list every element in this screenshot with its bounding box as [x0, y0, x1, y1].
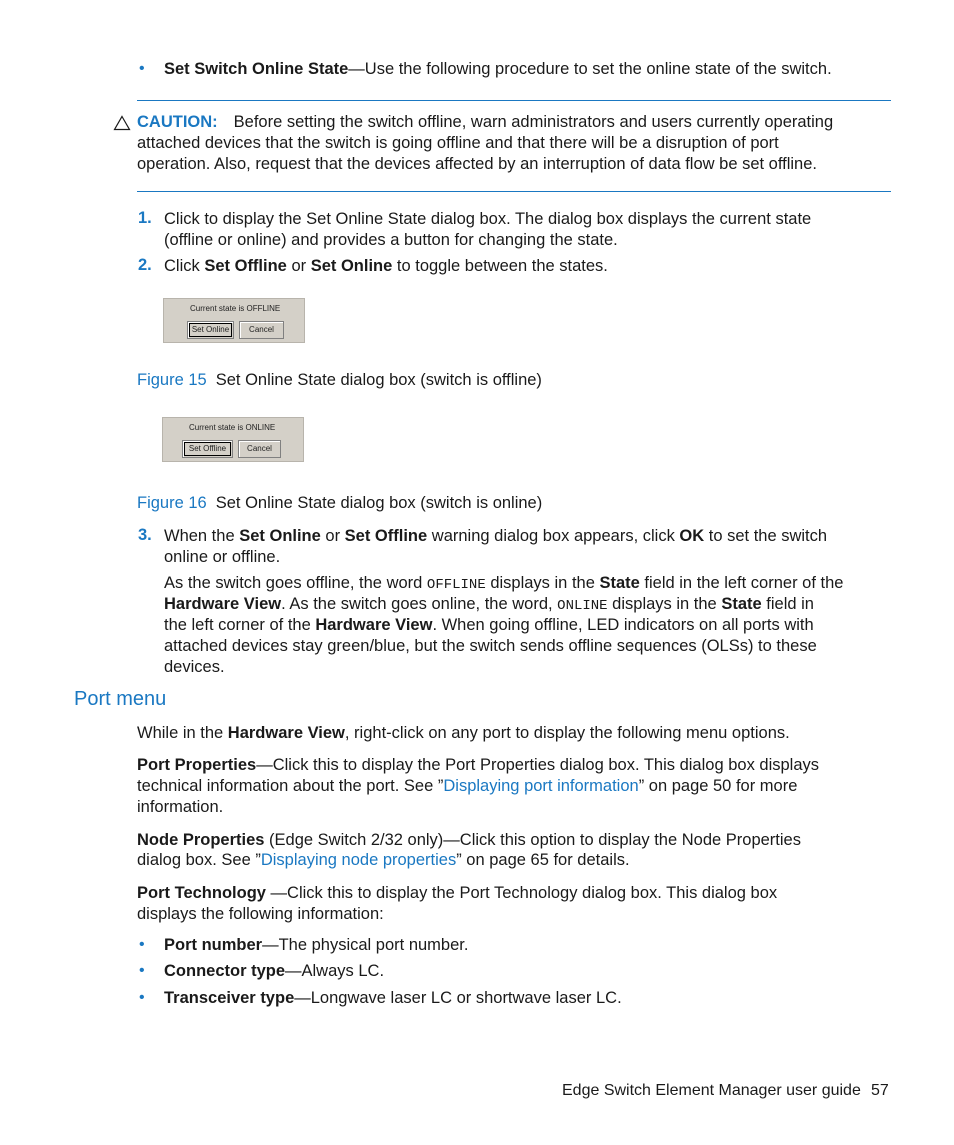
figure-16-text: Set Online State dialog box (switch is online): [215, 494, 543, 512]
node-properties-term: Node Properties: [137, 831, 265, 849]
step-1-number: 1.: [138, 209, 152, 227]
dialog-state-text: Current state is OFFLINE: [190, 304, 281, 313]
intro-bullet: [164, 59, 832, 80]
caution-line-1: [137, 112, 833, 133]
para-bold: State: [599, 574, 640, 592]
port-properties-term: Port Properties: [137, 756, 257, 774]
para-part: the left corner of the: [164, 616, 316, 634]
cancel-button[interactable]: Cancel: [238, 440, 281, 458]
para-bold: State: [721, 595, 762, 613]
online-code: ONLINE: [557, 598, 608, 614]
list-item-term: Port number: [164, 936, 263, 954]
para-part: As the switch goes offline, the word: [164, 574, 427, 592]
para-part: displays in the: [485, 574, 600, 592]
caution-text-1: Before setting the switch offline, warn administrators and users currently operating: [233, 113, 834, 131]
port-technology-line-1: [137, 883, 777, 904]
step-1-line-1: Click to display the Set Online State dialog box. The dialog box displays the current state: [164, 210, 812, 228]
para-bold: Hardware View: [164, 595, 282, 613]
list-item-text: —The physical port number.: [262, 936, 469, 954]
step-3-para-line-5: devices.: [164, 658, 225, 676]
caution-bottom-rule: [137, 191, 891, 192]
node-properties-line-2: [137, 850, 630, 871]
step-3-part: or: [320, 527, 345, 545]
node-properties-text: (Edge Switch 2/32 only)—Click this option to display the Node Properties: [264, 831, 801, 849]
cancel-button[interactable]: Cancel: [239, 321, 284, 339]
set-online-state-dialog-offline: [163, 298, 305, 343]
port-menu-heading: Port menu: [74, 688, 167, 710]
port-technology-line-2: displays the following information:: [137, 905, 384, 923]
list-item-text: —Longwave laser LC or shortwave laser LC.: [294, 989, 622, 1007]
figure-16-caption: [137, 493, 542, 514]
caution-label: CAUTION:: [137, 113, 218, 131]
bullet-marker: •: [139, 936, 145, 953]
step-3-bold: Set Online: [239, 527, 321, 545]
para-part: displays in the: [607, 595, 722, 613]
port-properties-text: ” on page 50 for more: [638, 777, 798, 795]
list-item-text: —Always LC.: [285, 962, 385, 980]
step-2-bold-online: Set Online: [310, 257, 393, 275]
step-2-part: or: [286, 257, 311, 275]
figure-15-text: Set Online State dialog box (switch is offline): [215, 371, 542, 389]
set-online-state-dialog-online: [162, 417, 304, 462]
step-3-para-line-2: [164, 594, 814, 617]
para-part: field in the left corner of the: [639, 574, 844, 592]
displaying-port-information-link[interactable]: Displaying port information: [443, 777, 639, 795]
step-3-para-line-4: attached devices stay green/blue, but the switch sends offline sequences (OLSs) to these: [164, 637, 817, 655]
para-part: . When going offline, LED indicators on all ports with: [432, 616, 814, 634]
set-online-button[interactable]: Set Online: [187, 321, 234, 339]
intro-bullet-term: Set Switch Online State: [164, 60, 349, 78]
bullet-marker: •: [139, 962, 145, 979]
intro-part: While in the: [137, 724, 228, 742]
bullet-marker: •: [139, 989, 145, 1006]
step-2-part: to toggle between the states.: [392, 257, 608, 275]
port-technology-term: Port Technology: [137, 884, 266, 902]
step-3-bold-ok: OK: [679, 527, 705, 545]
step-3-number: 3.: [138, 526, 152, 544]
step-2-number: 2.: [138, 256, 152, 274]
list-item: [164, 961, 384, 982]
caution-triangle-icon: [113, 115, 131, 131]
dialog-state-text: Current state is ONLINE: [189, 423, 276, 432]
list-item-term: Transceiver type: [164, 989, 295, 1007]
figure-16-label: Figure 16: [137, 494, 207, 512]
step-1-line-2: (offline or online) and provides a button for changing the state.: [164, 231, 618, 249]
caution-line-2: attached devices that the switch is going offline and that there will be a disruption of port: [137, 134, 779, 152]
step-3-line-2: online or offline.: [164, 548, 281, 566]
port-properties-line-2: [137, 776, 797, 797]
node-properties-line-1: [137, 830, 801, 851]
list-item: [164, 988, 622, 1009]
figure-15-caption: [137, 370, 542, 391]
step-3-part: warning dialog box appears, click: [427, 527, 680, 545]
step-3-line-1: [164, 526, 827, 547]
step-2-part: Click: [164, 257, 205, 275]
port-properties-line-3: information.: [137, 798, 224, 816]
bullet-marker: •: [139, 60, 145, 77]
para-part: . As the switch goes online, the word,: [281, 595, 558, 613]
displaying-node-properties-link[interactable]: Displaying node properties: [260, 851, 457, 869]
step-2-text: [164, 256, 608, 277]
figure-15-label: Figure 15: [137, 371, 207, 389]
step-3-part: to set the switch: [704, 527, 828, 545]
page-number: 57: [871, 1082, 889, 1099]
caution-line-3: operation. Also, request that the devices affected by an interruption of data flow be set offline.: [137, 155, 817, 173]
step-3-para-line-1: [164, 573, 843, 596]
port-properties-text: —Click this to display the Port Properties dialog box. This dialog box displays: [256, 756, 820, 774]
intro-part: , right-click on any port to display the following menu options.: [344, 724, 790, 742]
para-part: field in: [761, 595, 814, 613]
set-offline-button[interactable]: Set Offline: [182, 440, 233, 458]
port-properties-line-1: [137, 755, 819, 776]
list-item: [164, 935, 468, 956]
node-properties-text: dialog box. See ”: [137, 851, 261, 869]
intro-bullet-text: —Use the following procedure to set the online state of the switch.: [348, 60, 832, 78]
intro-bold: Hardware View: [227, 724, 345, 742]
port-technology-text: —Click this to display the Port Technology dialog box. This dialog box: [265, 884, 778, 902]
step-3-para-line-3: [164, 615, 814, 636]
caution-top-rule: [137, 100, 891, 101]
step-3-part: When the: [164, 527, 240, 545]
node-properties-text: ” on page 65 for details.: [456, 851, 630, 869]
footer-title: Edge Switch Element Manager user guide: [562, 1082, 861, 1099]
port-menu-intro: [137, 723, 790, 744]
port-properties-text: technical information about the port. See ”: [137, 777, 444, 795]
para-bold: Hardware View: [315, 616, 433, 634]
offline-code: OFFLINE: [426, 577, 486, 593]
list-item-term: Connector type: [164, 962, 286, 980]
step-2-bold-offline: Set Offline: [204, 257, 287, 275]
step-3-bold: Set Offline: [344, 527, 428, 545]
